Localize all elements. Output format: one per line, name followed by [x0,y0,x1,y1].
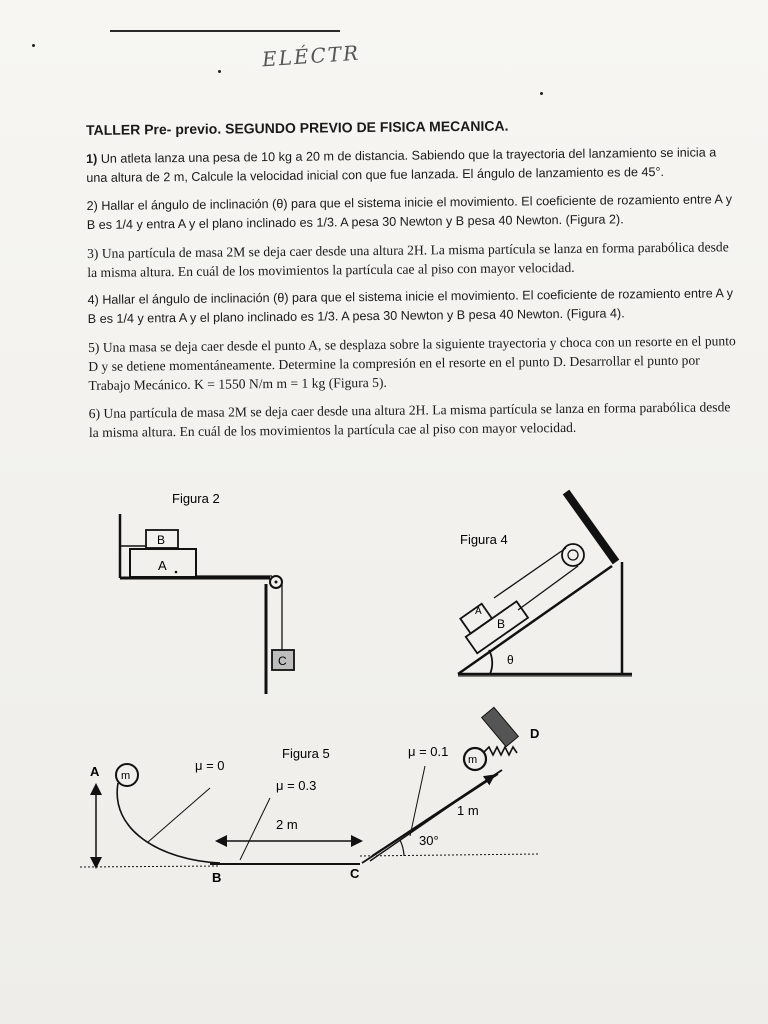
pulley-axle [275,581,278,584]
incline-angle-arc [400,840,404,856]
problem-text: Un atleta lanza una pesa de 10 kg a 20 m de distancia. Sabiendo que la trayectoria del lanzamiento se inicia a una altura de 2 m, Calcule la velocidad inicial con que fue lanzada. El ángulo de lanzamiento es de 45°. [86,145,717,185]
page-title: TALLER Pre- previo. SEGUNDO PREVIO DE FISICA MECANICA. [86,117,509,138]
problem-number: 5) [87,339,100,355]
mu-flat-label: μ = 0.3 [276,778,317,793]
incline-angle-label: 30° [419,833,439,848]
pulley-hub [568,550,578,560]
mu-curve-label: μ = 0 [195,758,225,773]
string-b [518,566,578,610]
problem-number: 6) [88,405,101,421]
problem-text: Hallar el ángulo de inclinación (θ) para que el sistema inicie el movimiento. El coeficiente de rozamiento entre A y B es 1/4 y entra A y el plano inclinado es 1/3. A pesa 30 Newton y B pesa 40 Newton. (Figura 4). [87,286,734,326]
figure-5-caption: Figura 5 [282,746,330,761]
handwritten-note: ELÉCTR [261,40,361,72]
wall-post [566,492,616,562]
mu-curve-leader [148,788,210,842]
figure-4 [455,492,632,676]
blocks-on-incline [455,587,528,654]
block-a-label: A [475,606,482,617]
block-b-label: B [157,533,166,547]
problem-number: 2) [86,198,98,213]
figures [0,470,768,910]
top-rule [110,30,340,32]
block-c-label: C [278,654,287,668]
point-a-label: A [90,764,100,779]
mu-flat-leader [240,798,270,860]
point-c-label: C [350,866,360,881]
flat-length-label: 2 m [276,817,298,832]
problem-number: 4) [87,292,99,307]
problem-text: Una partícula de masa 2M se deja caer desde una altura 2H. La misma partícula se lanza en forma parabólica desde la misma altura. En cuál de los movimientos la partícula cae al piso con mayor velocidad. [87,239,729,280]
point-d-label: D [530,726,540,741]
mass-label-start: m [121,770,131,782]
incline-baseline [360,854,540,856]
spring-icon [484,747,517,755]
problem-1 [86,143,736,188]
ink-speck [32,44,35,47]
block-a-label: A [158,558,167,573]
problem-2 [86,190,736,235]
spring-wall [482,707,519,746]
ink-speck [218,70,221,73]
mass-label-end: m [468,754,478,766]
ink-speck [540,92,543,95]
angle-arc [489,650,492,674]
problem-5 [88,331,739,395]
string-a [494,548,566,598]
problem-number: 3) [87,245,99,261]
incline-plane [458,566,612,674]
angle-label: θ [507,653,514,667]
ground-dashed [80,866,220,867]
problem-number: 1) [86,151,98,166]
problem-text: Una masa se deja caer desde el punto A, se desplaza sobre la siguiente trayectoria y choca con un resorte en el punto D y se detiene momentáneamente. Determine la compresión en el resorte en el punto D. Desarrollar el punto por Trabajo Mecánico. K = 1550 N/m m = 1 kg (Figura 5). [88,333,736,393]
block-b-label: B [497,617,506,631]
problem-3 [87,237,737,282]
point-b-label: B [212,870,222,885]
mu-incline-label: μ = 0.1 [408,744,449,759]
figure-2-caption: Figura 2 [172,491,220,506]
dot [175,571,178,574]
pulley-icon [562,544,584,566]
figure-5 [80,707,540,885]
figure-4-caption: Figura 4 [460,532,508,547]
problem-text: Hallar el ángulo de inclinación (θ) para que el sistema inicie el movimiento. El coeficiente de rozamiento entre A y B es 1/4 y entra A y el plano inclinado es 1/3. A pesa 30 Newton y B pesa 40 Newton. (Figura 2). [86,192,733,232]
curved-track [117,783,220,863]
problem-4 [87,284,737,329]
problem-6 [89,397,739,442]
problem-text: Una partícula de masa 2M se deja caer desde una altura 2H. La misma partícula se lanza en forma parabólica desde la misma altura. En cuál de los movimientos la partícula cae al piso con mayor velocidad. [88,399,731,440]
incline-length-label: 1 m [457,803,479,818]
problem-list [86,143,739,451]
figure-2 [120,491,294,694]
incline-length-arrow [370,776,493,861]
